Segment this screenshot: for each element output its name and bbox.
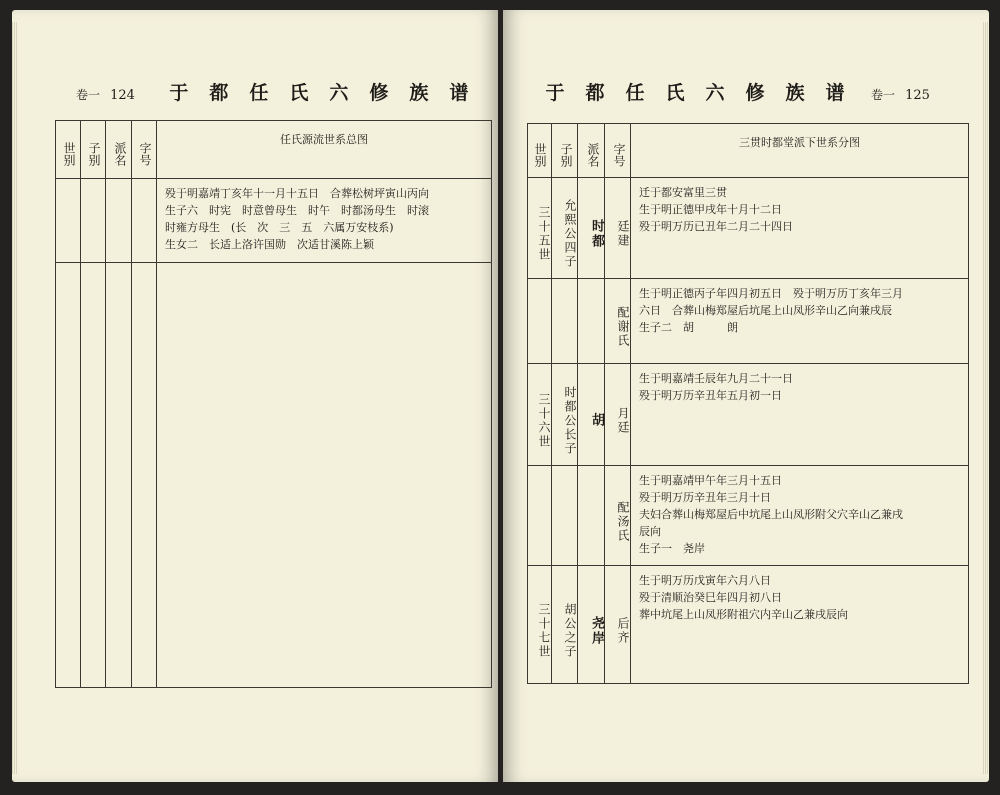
generation-cell: 三十七世 [528,566,552,684]
title-char: 谱 [449,82,469,104]
courtesy-name-cell: 月廷 [605,364,631,466]
generation-cell [528,466,552,566]
cell-empty [106,179,132,263]
entry-text [631,466,969,566]
title-char: 六 [329,82,349,104]
text-line: 生子二 胡 朗 [639,321,738,334]
title-char: 都 [585,82,605,104]
title-char: 谱 [825,82,845,104]
entry-text [631,566,969,684]
title-char: 氏 [665,82,685,104]
text-line: 生于明正德丙子年四月初五日 殁于明万历丁亥年三月 [639,287,903,300]
title-char: 六 [705,82,725,104]
entry-text [631,178,969,279]
table-row [528,279,969,364]
text-line: 葬中坑尾上山凤形附祖穴内辛山乙兼戌辰向 [639,608,848,621]
courtesy-name-cell: 廷建 [605,178,631,279]
genealogy-table-left [55,120,492,688]
pai-name-cell [578,279,605,364]
text-line: 殁于明万历辛丑年五月初一日 [639,389,782,402]
genealogy-table-right [527,123,969,684]
title-char: 任 [249,82,269,104]
son-order-cell [552,466,578,566]
title-char: 任 [625,82,645,104]
pai-name-cell: 尧岸 [578,566,605,684]
generation-cell: 三十六世 [528,364,552,466]
page-header-left [76,78,479,105]
pai-name-cell: 时都 [578,178,605,279]
generation-cell: 三十五世 [528,178,552,279]
courtesy-name-cell: 配汤氏 [605,466,631,566]
text-line: 生子六 时宪 时意曾母生 时午 时都汤母生 时滚 [165,204,429,217]
cell-empty [56,263,81,688]
courtesy-name-cell: 配谢氏 [605,279,631,364]
col-header-shibie: 世别 [528,124,552,178]
text-line: 迁于都安富里三贯 [639,186,727,199]
son-order-cell: 时都公长子 [552,364,578,466]
title-char: 于 [169,82,189,104]
cell-empty [157,263,492,688]
text-line: 殁于明万历已丑年二月二十四日 [639,220,793,233]
cell-empty [81,263,106,688]
table-row [528,466,969,566]
text-line: 生于明正德甲戌年十月十二日 [639,203,782,216]
text-line: 生于明嘉靖壬辰年九月二十一日 [639,372,793,385]
text-line: 生于明万历戊寅年六月八日 [639,574,771,587]
page-edges [12,22,18,774]
page-edges [983,22,989,774]
title-char: 族 [785,82,805,104]
title-char: 于 [545,82,565,104]
col-header-zihao: 字号 [605,124,631,178]
cell-empty [132,263,157,688]
text-line: 六日 合葬山梅郑屋后坑尾上山凤形辛山乙向兼戌辰 [639,304,892,317]
title-char: 修 [745,82,765,104]
volume-label: 卷一 [871,88,896,102]
pai-name-cell: 胡 [578,364,605,466]
col-header-shibie: 世别 [56,121,81,179]
cell-empty [106,263,132,688]
table-row [528,364,969,466]
courtesy-name-cell: 后齐 [605,566,631,684]
table-title: 三贯时都堂派下世系分图 [631,124,969,178]
col-header-zibie: 子别 [81,121,106,179]
right-page [503,10,989,782]
cell-empty [56,179,81,263]
generation-cell [528,279,552,364]
entry-text [631,279,969,364]
left-page [12,10,498,782]
son-order-cell: 胡公之子 [552,566,578,684]
table-row [528,566,969,684]
text-line: 生于明嘉靖甲午年三月十五日 [639,474,782,487]
son-order-cell: 允熙公四子 [552,178,578,279]
table-body [528,178,969,684]
page-number: 125 [905,88,930,103]
page-header-right [535,78,930,105]
text-line: 殁于明万历辛丑年三月十日 [639,491,771,504]
title-char: 都 [209,82,229,104]
title-char: 修 [369,82,389,104]
table-title: 任氏源流世系总图 [157,121,492,179]
text-line: 殁于明嘉靖丁亥年十一月十五日 合葬松树坪寅山丙向 [165,187,429,200]
table-row [528,178,969,279]
text-line: 时雍方母生 (长 次 三 五 六属万安枝系) [165,221,394,234]
entry-text [631,364,969,466]
title-char: 氏 [289,82,309,104]
text-line: 夫妇合葬山梅郑屋后中坑尾上山凤形附父穴辛山乙兼戌 [639,508,903,521]
col-header-zihao: 字号 [132,121,157,179]
entry-text [157,179,492,263]
title-char: 族 [409,82,429,104]
text-line: 生女二 长适上洛许国勋 次适甘溪陈上颖 [165,238,374,251]
son-order-cell [552,279,578,364]
cell-empty [132,179,157,263]
pai-name-cell [578,466,605,566]
col-header-paiming: 派名 [578,124,605,178]
col-header-paiming: 派名 [106,121,132,179]
volume-label: 卷一 [76,88,101,102]
text-line: 殁于清顺治癸巳年四月初八日 [639,591,782,604]
text-line: 辰向 [639,525,661,538]
cell-empty [81,179,106,263]
page-number: 124 [110,88,135,103]
text-line: 生子一 尧岸 [639,542,705,555]
col-header-zibie: 子别 [552,124,578,178]
